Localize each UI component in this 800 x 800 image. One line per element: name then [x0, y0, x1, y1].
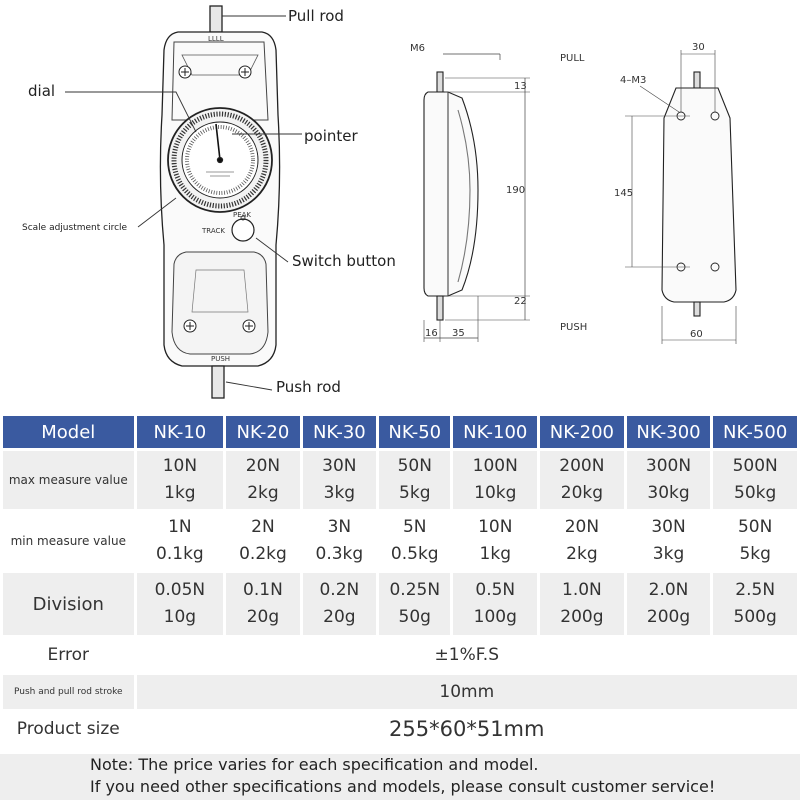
- table-cell: 10N 1kg: [137, 451, 224, 509]
- spec-table: [0, 413, 800, 749]
- dim-30: 30: [692, 42, 705, 53]
- push-rod: [212, 366, 224, 398]
- table-cell: 5N 0.5kg: [379, 512, 450, 570]
- row-label: Error: [3, 638, 134, 672]
- header-model: NK-500: [713, 416, 797, 448]
- size-value: 255*60*51mm: [137, 712, 797, 746]
- row-label: Push and pull rod stroke: [3, 675, 134, 709]
- table-cell: 0.1N 20g: [226, 573, 299, 635]
- header-model: NK-200: [540, 416, 624, 448]
- table-row: [3, 638, 797, 672]
- table-row: [3, 712, 797, 746]
- back-view: [625, 50, 736, 344]
- dim-145: 145: [614, 188, 634, 199]
- table-cell: 50N 5kg: [713, 512, 797, 570]
- pull-rod: [210, 6, 222, 32]
- table-cell: 500N 50kg: [713, 451, 797, 509]
- holes-label: 4–M3: [620, 75, 647, 86]
- table-cell: 0.25N 50g: [379, 573, 450, 635]
- header-model: NK-30: [303, 416, 376, 448]
- table-cell: 2.5N 500g: [713, 573, 797, 635]
- table-cell: 50N 5kg: [379, 451, 450, 509]
- table-cell: 10N 1kg: [453, 512, 537, 570]
- side-pull-label: PULL: [560, 53, 585, 64]
- top-mark: LLLL: [208, 35, 224, 43]
- header-model-label: Model: [3, 416, 134, 448]
- header-model: NK-50: [379, 416, 450, 448]
- table-cell: 0.05N 10g: [137, 573, 224, 635]
- stroke-value: 10mm: [137, 675, 797, 709]
- error-value: ±1%F.S: [137, 638, 797, 672]
- table-cell: 100N 10kg: [453, 451, 537, 509]
- table-row: [3, 573, 797, 635]
- callout-push-rod: Push rod: [276, 378, 341, 396]
- peak-mark: PEAK: [233, 211, 252, 219]
- table-cell: 20N 2kg: [540, 512, 624, 570]
- table-cell: 3N 0.3kg: [303, 512, 376, 570]
- dim-16: 16: [425, 328, 438, 339]
- callout-switch-button: Switch button: [292, 252, 396, 270]
- table-cell: 2.0N 200g: [627, 573, 711, 635]
- row-label: Product size: [3, 712, 134, 746]
- table-cell: 0.5N 100g: [453, 573, 537, 635]
- table-cell: 20N 2kg: [226, 451, 299, 509]
- callout-dial: dial: [28, 82, 56, 100]
- note-line: If you need other specifications and models, please consult customer service!: [90, 777, 716, 796]
- row-label: min measure value: [3, 512, 134, 570]
- header-model: NK-300: [627, 416, 711, 448]
- row-label: Division: [3, 573, 134, 635]
- header-model: NK-10: [137, 416, 224, 448]
- row-label: max measure value: [3, 451, 134, 509]
- callout-pull-rod: Pull rod: [288, 7, 344, 25]
- table-cell: 2N 0.2kg: [226, 512, 299, 570]
- side-push-label: PUSH: [560, 322, 588, 333]
- gauge-front-view: [160, 6, 279, 398]
- table-row: [3, 675, 797, 709]
- note-line: Note: The price varies for each specification and model.: [90, 755, 539, 774]
- table-cell: 200N 20kg: [540, 451, 624, 509]
- callout-scale-adjustment-circle: Scale adjustment circle: [22, 223, 128, 233]
- dim-190: 190: [506, 185, 526, 196]
- push-mark: PUSH: [211, 355, 231, 363]
- callout-pointer: pointer: [304, 127, 358, 145]
- dim-35: 35: [452, 328, 465, 339]
- table-row: [3, 451, 797, 509]
- header-model: NK-100: [453, 416, 537, 448]
- switch-button: [232, 219, 254, 241]
- dim-13: 13: [514, 81, 527, 92]
- table-cell: 1N 0.1kg: [137, 512, 224, 570]
- table-row: [3, 512, 797, 570]
- track-mark: TRACK: [202, 227, 225, 235]
- note-box: [0, 754, 800, 800]
- dim-60: 60: [690, 329, 703, 340]
- table-cell: 0.2N 20g: [303, 573, 376, 635]
- dim-22: 22: [514, 296, 527, 307]
- table-cell: 30N 3kg: [303, 451, 376, 509]
- table-cell: 300N 30kg: [627, 451, 711, 509]
- side-thread-label: M6: [410, 43, 425, 54]
- table-cell: 1.0N 200g: [540, 573, 624, 635]
- table-cell: 30N 3kg: [627, 512, 711, 570]
- header-model: NK-20: [226, 416, 299, 448]
- table-header-row: [3, 416, 797, 448]
